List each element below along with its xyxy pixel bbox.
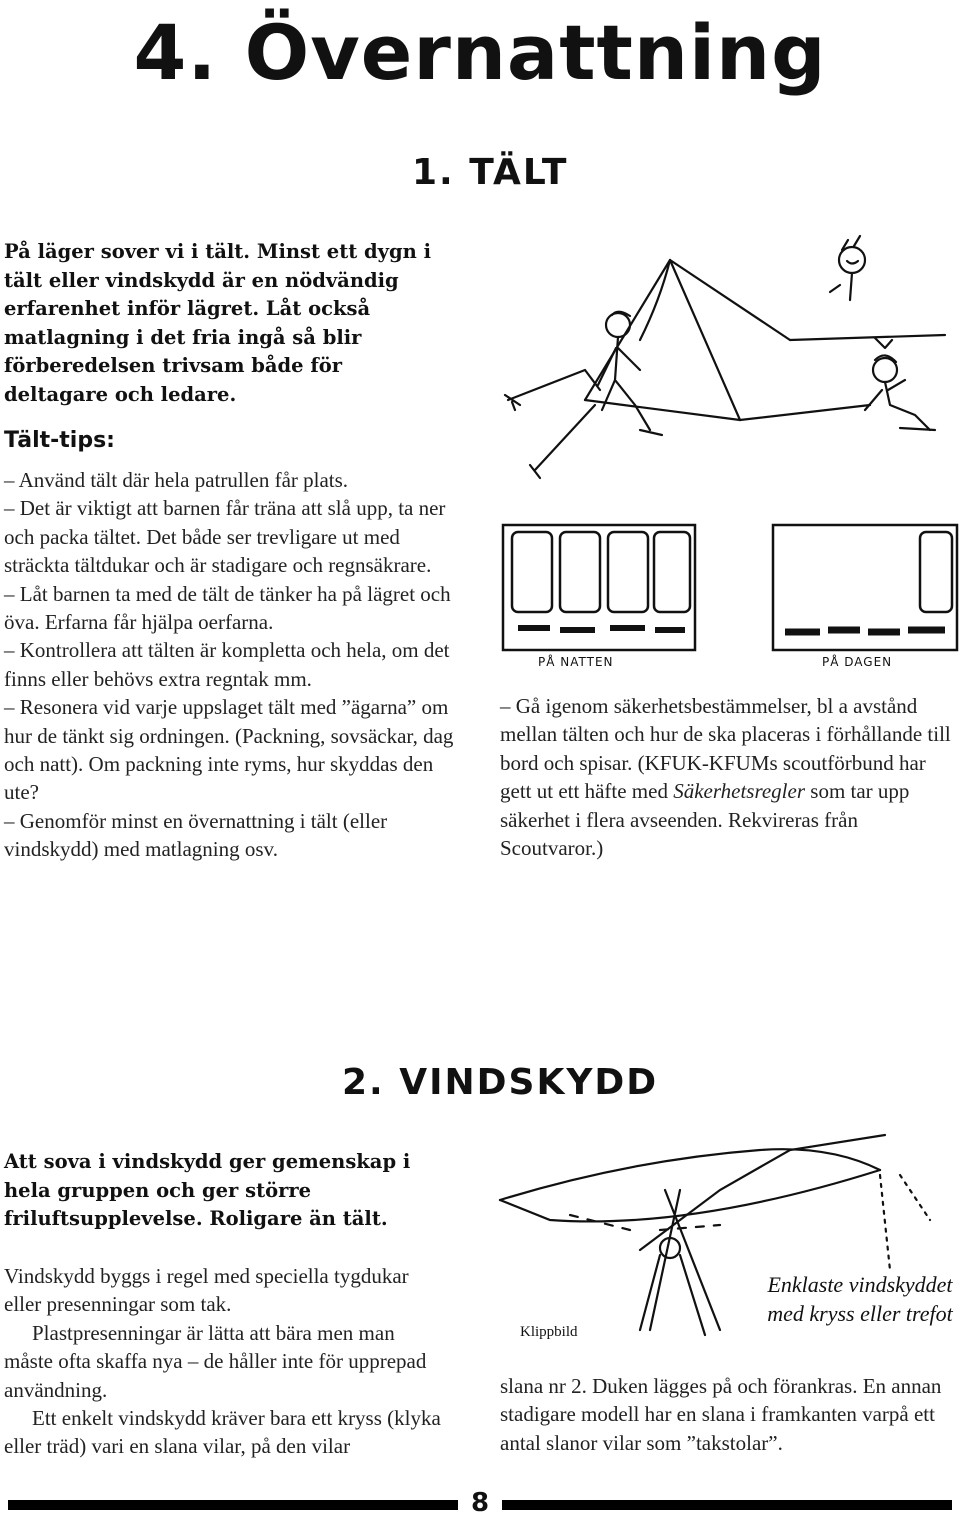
safety-text-start: – Gå igenom säkerhetsbestämmelser, bl a avstånd mellan tälten och hur de ska placeras i förhållande till bord och spisar. (KFUK-KFUMs scoutförbund har gett ut ett häfte med	[500, 694, 951, 804]
page-number: 8	[470, 1488, 490, 1518]
tip-item: – Kontrollera att tälten är kompletta och hela, om det finns eller behövs extra regntak mm.	[4, 638, 450, 691]
tip-item: – Genomför minst en övernattning i tält (eller vindskydd) med matlagning osv.	[4, 808, 388, 862]
tent-lead-text: På läger sover vi i tält. Minst ett dygn i tält eller vindskydd är en nödvändig erfarenhet inför lägret. Låt också matlagning i det fria ingå så blir förberedelsen trivsam både för deltagare och ledare.	[4, 240, 431, 406]
chapter-title: 4. Övernattning	[133, 8, 827, 97]
section-heading-tent: 1. TÄLT	[412, 152, 569, 193]
tips-list	[4, 466, 466, 864]
clip-image-label: Klippbild	[520, 1324, 578, 1340]
shelter-continuation: slana nr 2. Duken lägges på och förankras. En annan stadigare modell har en slana i framkanten varpå ett antal slanor vilar som ”takstolar”.	[500, 1374, 942, 1455]
tip-item: – Använd tält där hela patrullen får plats.	[4, 468, 349, 492]
footer-bar-left	[8, 1500, 458, 1510]
tip-item: – Resonera vid varje uppslaget tält med ”ägarna” om hur de tänkt sig ordningen. (Packning, sovsäckar, dag och natt). Om packning inte ryms, hur skyddas den ute?	[4, 695, 454, 805]
safety-paragraph	[500, 692, 952, 862]
day-label: PÅ DAGEN	[822, 655, 893, 669]
section-heading-shelter: 2. VINDSKYDD	[342, 1062, 659, 1103]
night-layout-diagram	[500, 520, 700, 655]
shelter-body	[4, 1262, 444, 1461]
footer-bar-right	[502, 1500, 952, 1510]
tips-heading: Tält-tips:	[4, 428, 115, 453]
tip-item: – Låt barnen ta med de tält de tänker ha på lägret och öva. Erfarna får hjälpa oerfarna.	[4, 581, 451, 635]
shelter-paragraph: Plastpresenningar är lätta att bära men man måste ofta skaffa nya – de håller inte för upprepad användning.	[4, 1320, 427, 1402]
night-label: PÅ NATTEN	[538, 655, 614, 669]
tip-item: – Det är viktigt att barnen får träna att slå upp, ta ner och packa tältet. Det både ser trevligare ut med sträckta tältdukar och är stadigare och regnsäkrare.	[4, 496, 446, 578]
shelter-paragraph: Ett enkelt vindskydd kräver bara ett kryss (klyka eller träd) vari en slana vilar, på den vilar	[4, 1406, 441, 1459]
tent-pitching-illustration	[490, 230, 960, 510]
safety-text-end: som tar upp säkerhet i flera avseenden. Rekvireras från Scoutvaror.)	[500, 779, 910, 861]
day-layout-diagram	[770, 520, 960, 655]
shelter-paragraph: Vindskydd byggs i regel med speciella tygdukar eller presenningar som tak.	[4, 1264, 409, 1317]
safety-booklet-title: Säkerhetsregler	[673, 779, 806, 804]
shelter-lead-text: Att sova i vindskydd ger gemenskap i hela gruppen och ger större friluftsupplevelse. Roligare än tält.	[4, 1150, 411, 1230]
shelter-caption: Enklaste vindskyddet med kryss eller trefot	[767, 1272, 953, 1326]
